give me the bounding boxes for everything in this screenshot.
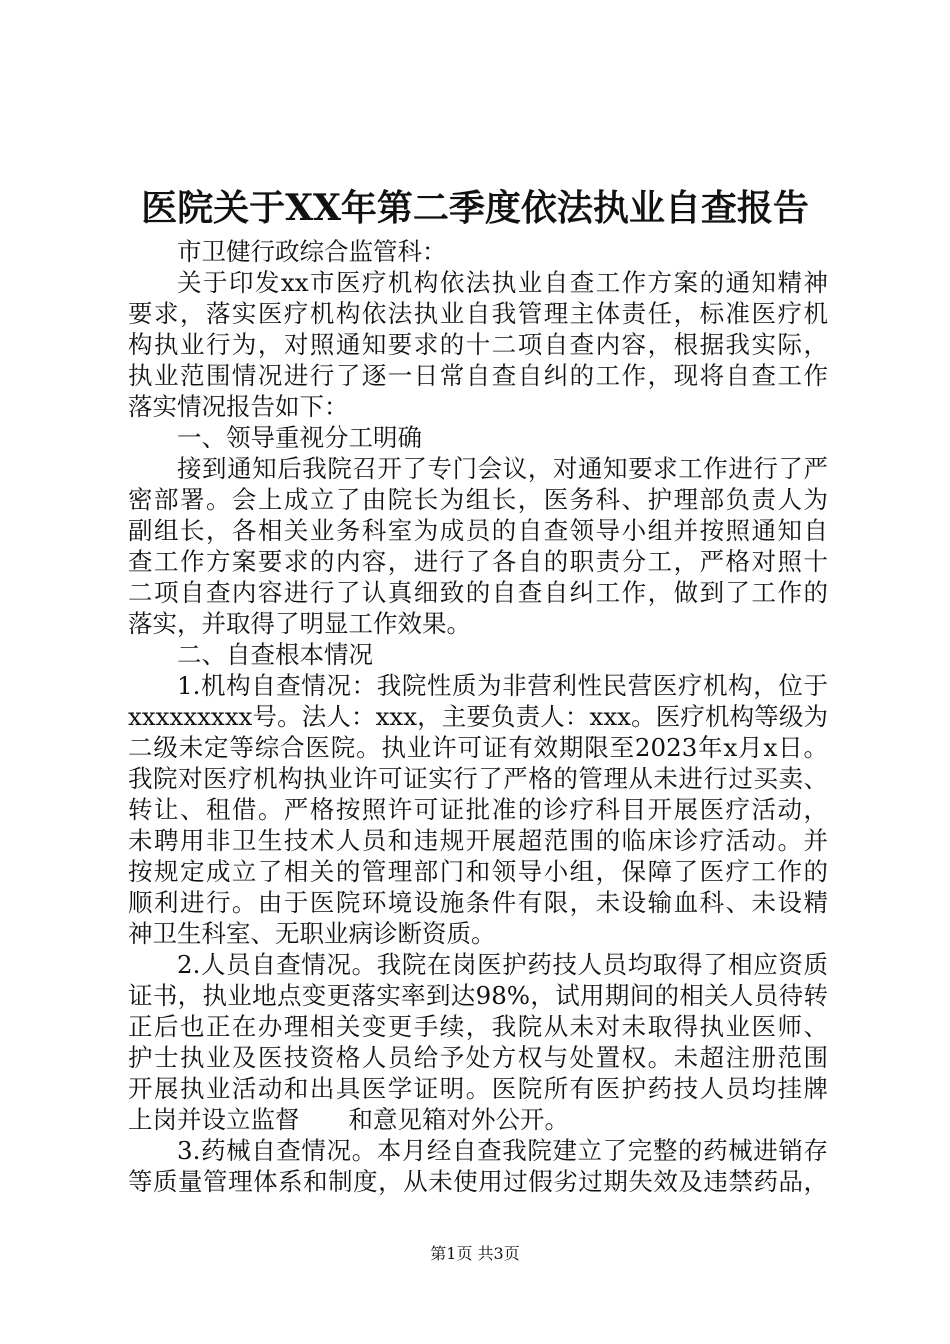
text-line: 二、自查根本情况 [177,640,373,669]
document-title: 医院关于XX年第二季度依法执业自查报告 [141,187,809,229]
text-line: 二级未定等综合医院。执业许可证有效期限至2023年x月x日。 [128,733,828,762]
text-line: 正后也正在办理相关变更手续，我院从未对未取得执业医师、 [128,1012,828,1041]
page-footer: 第1页 共3页 [430,1244,520,1263]
document-body [128,236,828,1197]
text-line: 证书，执业地点变更落实率到达98%，试用期间的相关人员待转 [128,981,828,1010]
text-line: 落实，并取得了明显工作效果。 [128,609,471,638]
text-line: 上岗并设立监督 和意见箱对外公开。 [128,1105,569,1134]
text-line: 等质量管理体系和制度，从未使用过假劣过期失效及违禁药品， [128,1167,828,1196]
text-line: 市卫健行政综合监管科： [177,237,447,266]
text-line: 未聘用非卫生技术人员和违规开展超范围的临床诊疗活动。并 [128,826,828,855]
text-line: 我院对医疗机构执业许可证实行了严格的管理从未进行过买卖、 [128,764,828,793]
text-line: xxxxxxxxx号。法人：xxx，主要负责人：xxx。医疗机构等级为 [128,702,828,731]
text-line: 按规定成立了相关的管理部门和领导小组，保障了医疗工作的 [128,857,828,886]
text-line: 2.人员自查情况。我院在岗医护药技人员均取得了相应资质 [177,950,828,979]
text-line: 护士执业及医技资格人员给予处方权与处置权。未超注册范围 [128,1043,828,1072]
text-line: 密部署。会上成立了由院长为组长，医务科、护理部负责人为 [128,485,828,514]
text-line: 开展执业活动和出具医学证明。医院所有医护药技人员均挂牌 [128,1074,828,1103]
text-line: 顺利进行。由于医院环境设施条件有限，未设输血科、未设精 [128,888,828,917]
text-line: 一、领导重视分工明确 [177,423,422,452]
text-line: 要求，落实医疗机构依法执业自我管理主体责任，标准医疗机 [128,299,828,328]
text-line: 查工作方案要求的内容，进行了各自的职责分工，严格对照十 [128,547,828,576]
text-line: 关于印发xx市医疗机构依法执业自查工作方案的通知精神 [177,268,828,297]
text-line: 执业范围情况进行了逐一日常自查自纠的工作，现将自查工作 [128,361,828,390]
text-line: 神卫生科室、无职业病诊断资质。 [128,919,496,948]
text-line: 转让、租借。严格按照许可证批准的诊疗科目开展医疗活动， [128,795,828,824]
text-line: 二项自查内容进行了认真细致的自查自纠工作，做到了工作的 [128,578,828,607]
text-line: 落实情况报告如下： [128,392,349,421]
text-line: 构执业行为，对照通知要求的十二项自查内容，根据我实际， [128,330,828,359]
text-line: 3.药械自查情况。本月经自查我院建立了完整的药械进销存 [177,1136,828,1165]
text-line: 副组长，各相关业务科室为成员的自查领导小组并按照通知自 [128,516,828,545]
text-line: 1.机构自查情况：我院性质为非营利性民营医疗机构，位于 [177,671,828,700]
text-line: 接到通知后我院召开了专门会议，对通知要求工作进行了严 [177,454,828,483]
